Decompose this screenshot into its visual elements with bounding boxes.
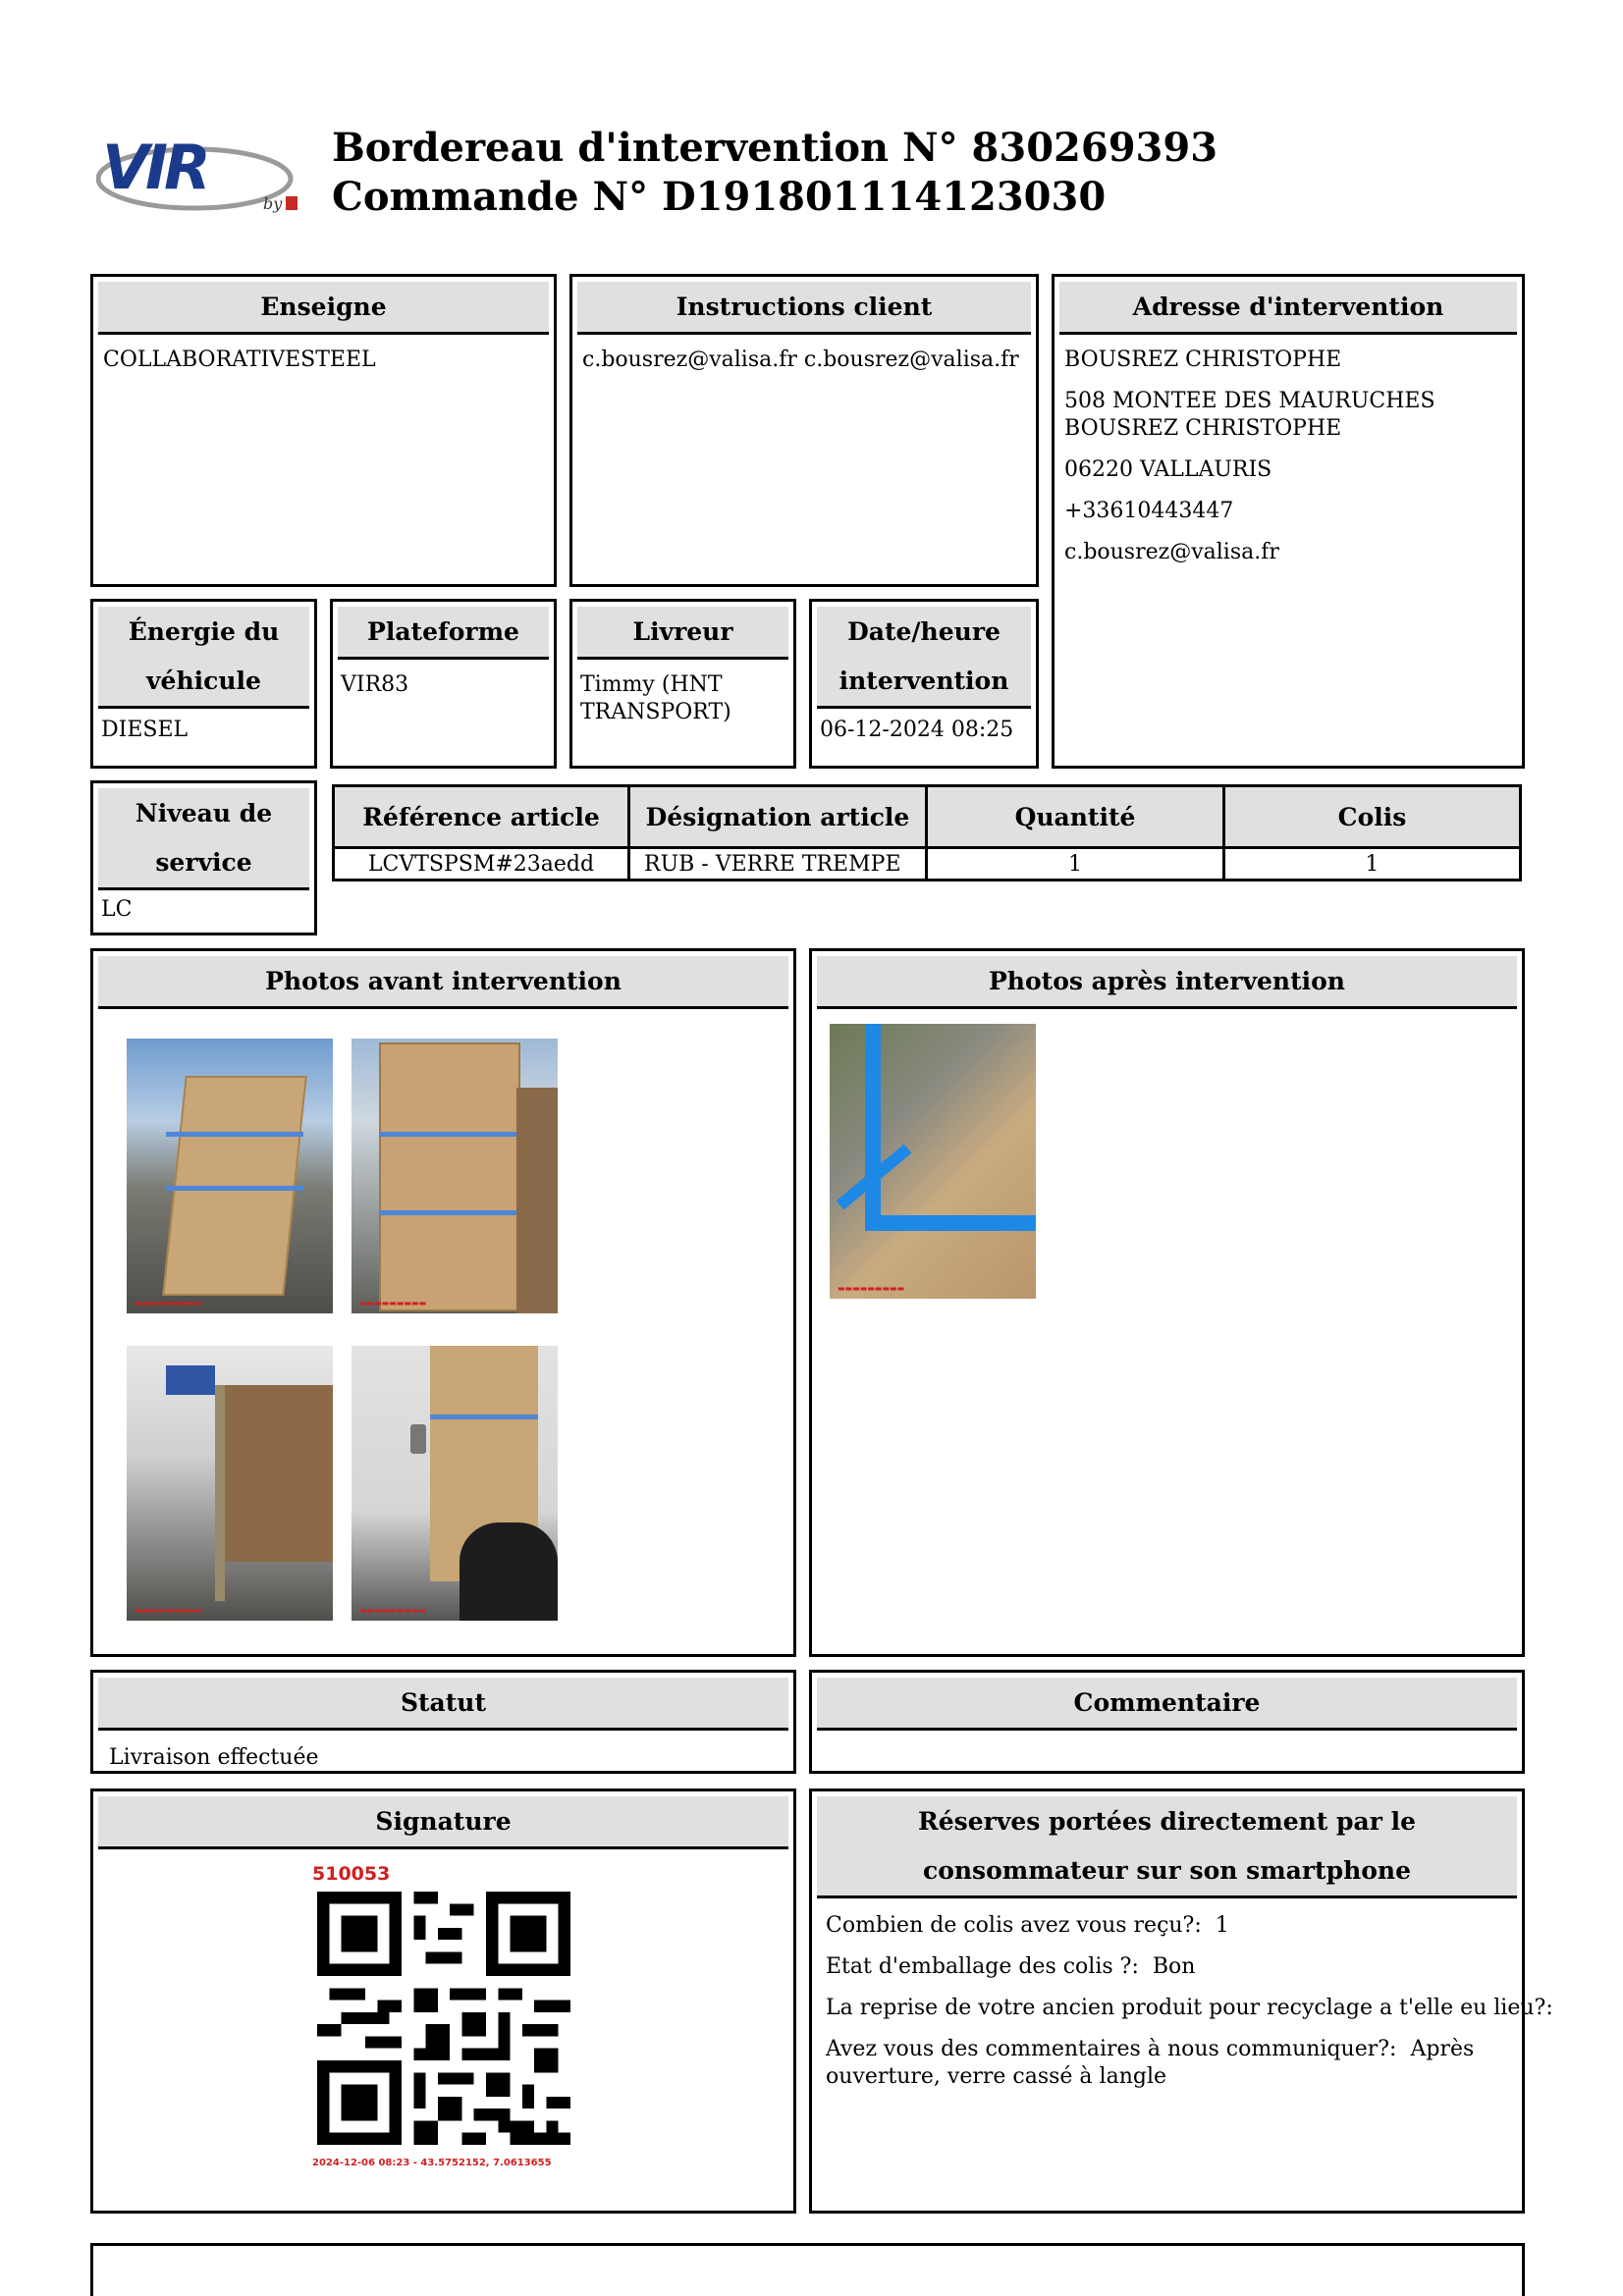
photo-stamp: ▬▬▬▬▬▬▬▬▬ xyxy=(135,1299,202,1308)
photo-before-1[interactable] xyxy=(127,1039,333,1313)
enseigne-value: COLLABORATIVESTEEL xyxy=(103,347,376,372)
intervention-title: Bordereau d'intervention N° 830269393 xyxy=(332,125,1218,171)
col-designation: Désignation article xyxy=(629,786,927,848)
instructions-panel xyxy=(569,274,1039,587)
reserves-label-line1: Réserves portées directement par le xyxy=(918,1806,1416,1836)
reserve-q3-text: La reprise de votre ancien produit pour recyclage a t'elle eu lieu?: xyxy=(826,1996,1553,2020)
vir-logo xyxy=(96,128,307,221)
svg-text:VIR: VIR xyxy=(102,132,207,203)
date-label-line2: intervention xyxy=(839,666,1009,695)
reserve-q2-text: Etat d'emballage des colis ?: xyxy=(826,1954,1139,1979)
address-street: 508 MONTEE DES MAURUCHES BOUSREZ CHRISTOPHE xyxy=(1064,389,1435,441)
service-level-label xyxy=(98,788,309,890)
instructions-value: c.bousrez@valisa.fr c.bousrez@valisa.fr xyxy=(582,347,1019,372)
driver-label: Livreur xyxy=(577,607,788,660)
service-label-line2: service xyxy=(155,847,252,877)
address-name: BOUSREZ CHRISTOPHE xyxy=(1064,347,1342,372)
date-label-line1: Date/heure xyxy=(847,616,1001,646)
photo-before-4[interactable] xyxy=(352,1346,558,1621)
energy-value: DIESEL xyxy=(101,718,189,742)
energy-label-line2: véhicule xyxy=(146,666,261,695)
comment-label: Commentaire xyxy=(817,1678,1517,1731)
reserve-q1-text: Combien de colis avez vous reçu?: xyxy=(826,1913,1202,1938)
photo-after-1[interactable] xyxy=(830,1024,1036,1299)
service-level-panel xyxy=(90,780,317,935)
driver-panel xyxy=(569,599,796,769)
platform-panel xyxy=(330,599,557,769)
service-label-line1: Niveau de xyxy=(135,798,273,828)
qr-code xyxy=(317,1892,570,2145)
enseigne-label: Enseigne xyxy=(98,282,549,335)
cell-designation: RUB - VERRE TREMPE xyxy=(629,848,927,881)
photos-before-panel xyxy=(90,948,796,1657)
energy-panel xyxy=(90,599,317,769)
articles-header-row xyxy=(334,786,1521,848)
status-label: Statut xyxy=(98,1678,788,1731)
status-panel xyxy=(90,1670,796,1774)
enseigne-panel xyxy=(90,274,557,587)
col-quantity: Quantité xyxy=(927,786,1224,848)
signature-code: 510053 xyxy=(312,1863,391,1885)
reserve-q1 xyxy=(812,1912,1522,1940)
platform-value: VIR83 xyxy=(341,672,409,697)
photo-stamp: ▬▬▬▬▬▬▬▬▬ xyxy=(135,1606,202,1615)
address-panel xyxy=(1052,274,1525,769)
platform-label: Plateforme xyxy=(338,607,549,660)
photo-stamp: ▬▬▬▬▬▬▬▬▬ xyxy=(838,1284,905,1293)
signature-footer: 2024-12-06 08:23 - 43.5752152, 7.0613655 xyxy=(312,2158,552,2168)
order-title: Commande N° D191801114123030 xyxy=(332,174,1107,220)
driver-value: Timmy (HNT TRANSPORT) xyxy=(580,672,731,724)
service-level-value: LC xyxy=(101,897,133,922)
signature-label: Signature xyxy=(98,1796,788,1849)
reserve-q3 xyxy=(812,1995,1553,2022)
address-city: 06220 VALLAURIS xyxy=(1064,457,1272,482)
bottom-divider-right xyxy=(1522,2243,1525,2296)
col-parcels: Colis xyxy=(1224,786,1521,848)
photo-stamp: ▬▬▬▬▬▬▬▬▬ xyxy=(359,1606,427,1615)
reserve-a4: Après ouverture, verre cassé à langle xyxy=(826,2037,1475,2089)
svg-text:by: by xyxy=(263,194,283,213)
energy-label xyxy=(98,607,309,709)
bottom-divider-left xyxy=(90,2243,93,2296)
cell-reference: LCVTSPSM#23aedd xyxy=(334,848,629,881)
cell-quantity: 1 xyxy=(927,848,1224,881)
status-value: Livraison effectuée xyxy=(109,1745,319,1770)
reserve-q2 xyxy=(812,1953,1522,1981)
photo-before-2[interactable] xyxy=(352,1039,558,1313)
date-panel xyxy=(809,599,1039,769)
address-phone: +33610443447 xyxy=(1064,499,1234,523)
photos-after-panel xyxy=(809,948,1525,1657)
address-email: c.bousrez@valisa.fr xyxy=(1064,540,1279,564)
photos-before-label: Photos avant intervention xyxy=(98,956,788,1009)
comment-panel xyxy=(809,1670,1525,1774)
cell-parcels: 1 xyxy=(1224,848,1521,881)
reserve-q4-text: Avez vous des commentaires à nous communiquer?: xyxy=(826,2037,1397,2061)
instructions-label: Instructions client xyxy=(577,282,1031,335)
reserves-panel xyxy=(809,1789,1553,2214)
bottom-divider xyxy=(90,2243,1525,2246)
photo-before-3[interactable] xyxy=(127,1346,333,1621)
signature-panel xyxy=(90,1789,796,2214)
photo-stamp: ▬▬▬▬▬▬▬▬▬ xyxy=(359,1299,427,1308)
col-reference: Référence article xyxy=(334,786,629,848)
reserve-q4 xyxy=(812,2036,1522,2091)
date-value: 06-12-2024 08:25 xyxy=(820,718,1014,742)
reserve-a1: 1 xyxy=(1215,1913,1229,1938)
energy-label-line1: Énergie du xyxy=(128,616,280,646)
articles-table xyxy=(332,784,1522,881)
reserve-a2: Bon xyxy=(1152,1954,1196,1979)
reserves-label xyxy=(817,1796,1517,1898)
photos-after-label: Photos après intervention xyxy=(817,956,1517,1009)
address-label: Adresse d'intervention xyxy=(1059,282,1517,335)
table-row xyxy=(334,848,1521,881)
reserves-label-line2: consommateur sur son smartphone xyxy=(922,1855,1412,1885)
date-label xyxy=(817,607,1031,709)
